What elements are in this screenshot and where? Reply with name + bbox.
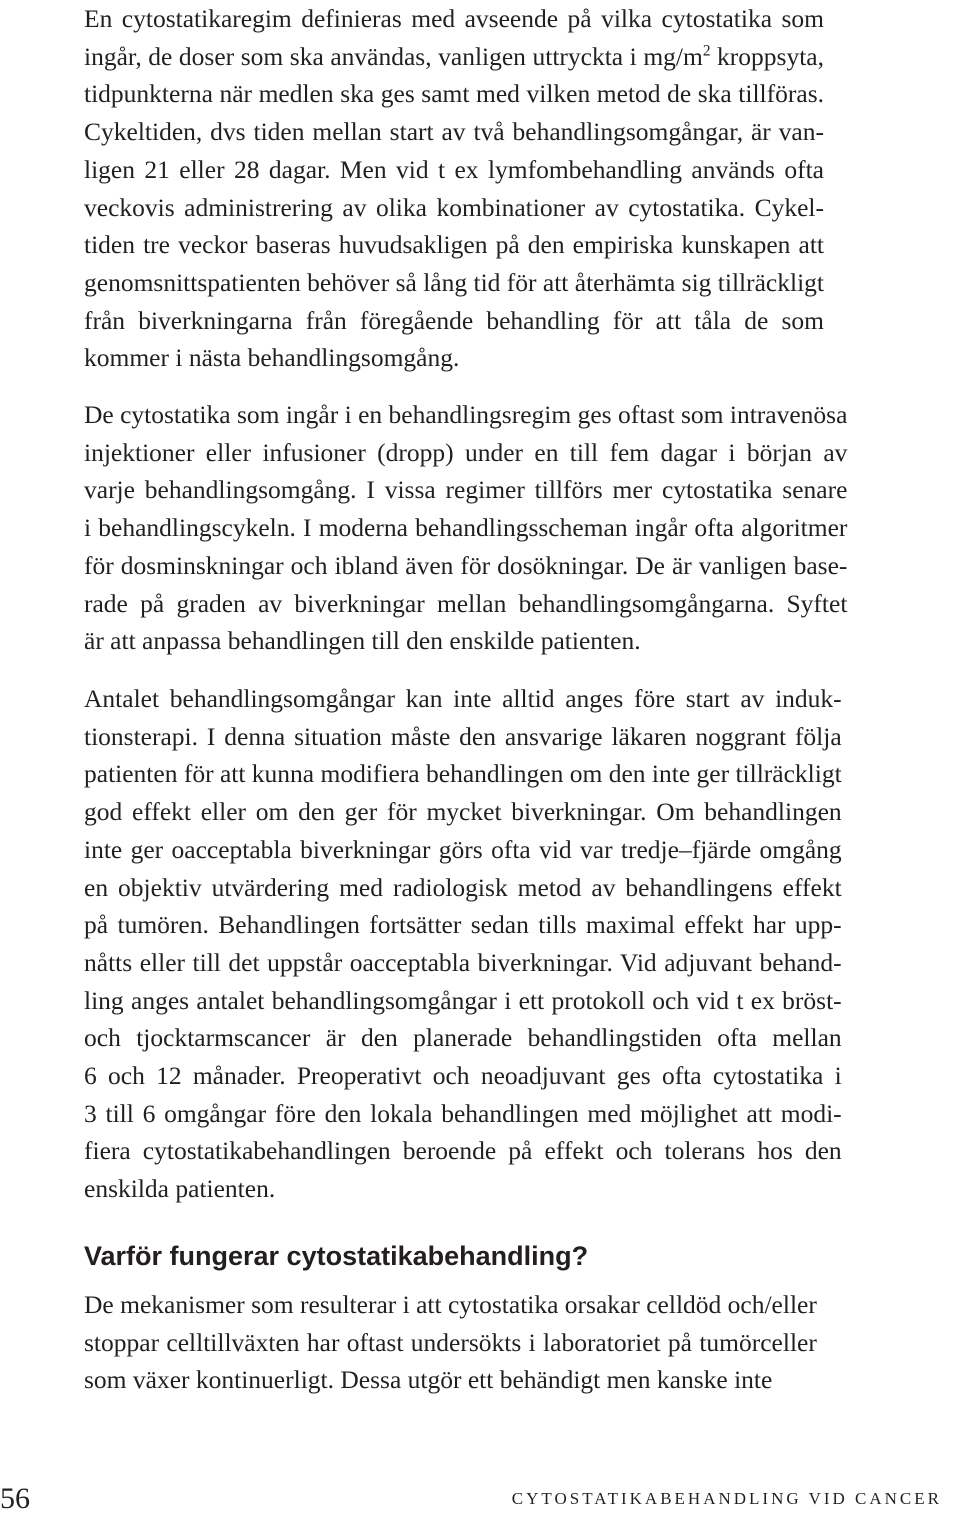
text-line: enskilda patienten. bbox=[84, 1174, 276, 1204]
text-line: varje behandlingsomgång. I vissa regimer tillförs mer cytostatika senare bbox=[84, 475, 848, 505]
text-line: och tjocktarmscancer är den planerade behandlingstiden ofta mellan bbox=[84, 1023, 842, 1053]
text-line: 6 och 12 månader. Preoperativt och neoadjuvant ges ofta cytostatika i bbox=[84, 1061, 842, 1091]
text-line: genomsnittspatienten behöver så lång tid för att återhämta sig tillräckligt bbox=[84, 267, 824, 297]
page-number: 56 bbox=[0, 1482, 30, 1515]
text-line: fiera cytostatikabehandlingen beroende på effekt och tolerans hos den bbox=[84, 1136, 842, 1166]
paragraph-4 bbox=[84, 1286, 817, 1399]
text-line: En cytostatikaregim definieras med avseende på vilka cytostatika som bbox=[84, 4, 824, 33]
text-line: nåtts eller till det uppstår oacceptabla biverkningar. Vid adjuvant behand- bbox=[84, 947, 842, 977]
text-line: tidpunkterna när medlen ska ges samt med vilken metod de ska tillföras. bbox=[84, 79, 824, 109]
text-line: en objektiv utvärdering med radiologisk metod av behandlingens effekt bbox=[84, 872, 842, 902]
text-line: 3 till 6 omgångar före den lokala behandlingen med möjlighet att modi- bbox=[84, 1098, 842, 1128]
text-line: är att anpassa behandlingen till den enskilde patienten. bbox=[84, 626, 641, 656]
text-line: god effekt eller om den ger för mycket biverkningar. Om behandlingen bbox=[84, 797, 842, 827]
text-line: injektioner eller infusioner (dropp) under en till fem dagar i början av bbox=[84, 437, 848, 467]
text-line: som växer kontinuerligt. Dessa utgör ett behändigt men kanske inte bbox=[84, 1365, 773, 1395]
paragraph-3 bbox=[84, 680, 842, 1208]
text-line: i behandlingscykeln. I moderna behandlingsscheman ingår ofta algoritmer bbox=[84, 513, 848, 543]
text-line: från biverkningarna från föregående behandling för att tåla de som bbox=[84, 305, 824, 335]
text-line: för dosminskningar och ibland även för dosökningar. De är vanligen base- bbox=[84, 550, 848, 580]
text-line: ling anges antalet behandlingsomgångar i ett protokoll och vid t ex bröst- bbox=[84, 985, 842, 1015]
text-line: tionsterapi. I denna situation måste den ansvarige läkaren noggrant följa bbox=[84, 721, 842, 751]
text-line: Antalet behandlingsomgångar kan inte alltid anges före start av induk- bbox=[84, 684, 842, 713]
text-line: Cykeltiden, dvs tiden mellan start av två behandlingsomgångar, är van- bbox=[84, 117, 824, 147]
text-line: rade på graden av biverkningar mellan behandlingsomgångarna. Syftet bbox=[84, 588, 848, 618]
text-line: inte ger oacceptabla biverkningar görs ofta vid var tredje–fjärde omgång bbox=[84, 834, 842, 864]
text-line: De mekanismer som resulterar i att cytostatika orsakar celldöd och/eller bbox=[84, 1290, 817, 1319]
paragraph-2 bbox=[84, 396, 847, 660]
text-line: ingår, de doser som ska användas, vanligen uttryckta i $mg/m^2$ kroppsyta, bbox=[84, 41, 824, 71]
text-line: patienten för att kunna modifiera behandlingen om den inte ger tillräckligt bbox=[84, 759, 842, 789]
text-line: veckovis administrering av olika kombinationer av cytostatika. Cykel- bbox=[84, 192, 824, 222]
text-line: ligen 21 eller 28 dagar. Men vid t ex lymfombehandling används ofta bbox=[84, 154, 824, 184]
section-heading: Varför fungerar cytostatikabehandling? bbox=[84, 1241, 589, 1271]
text-line: kommer i nästa behandlingsomgång. bbox=[84, 343, 460, 373]
text-line: på tumören. Behandlingen fortsätter sedan tills maximal effekt har upp- bbox=[84, 910, 842, 940]
text-line: De cytostatika som ingår i en behandlingsregim ges oftast som intravenösa bbox=[84, 400, 848, 429]
paragraph-1 bbox=[84, 0, 824, 377]
running-footer: CYTOSTATIKABEHANDLING VID CANCER bbox=[511, 1489, 942, 1508]
text-line: tiden tre veckor baseras huvudsakligen på den empiriska kunskapen att bbox=[84, 230, 824, 260]
text-line: stoppar celltillväxten har oftast undersökts i laboratoriet på tumörceller bbox=[84, 1327, 817, 1357]
